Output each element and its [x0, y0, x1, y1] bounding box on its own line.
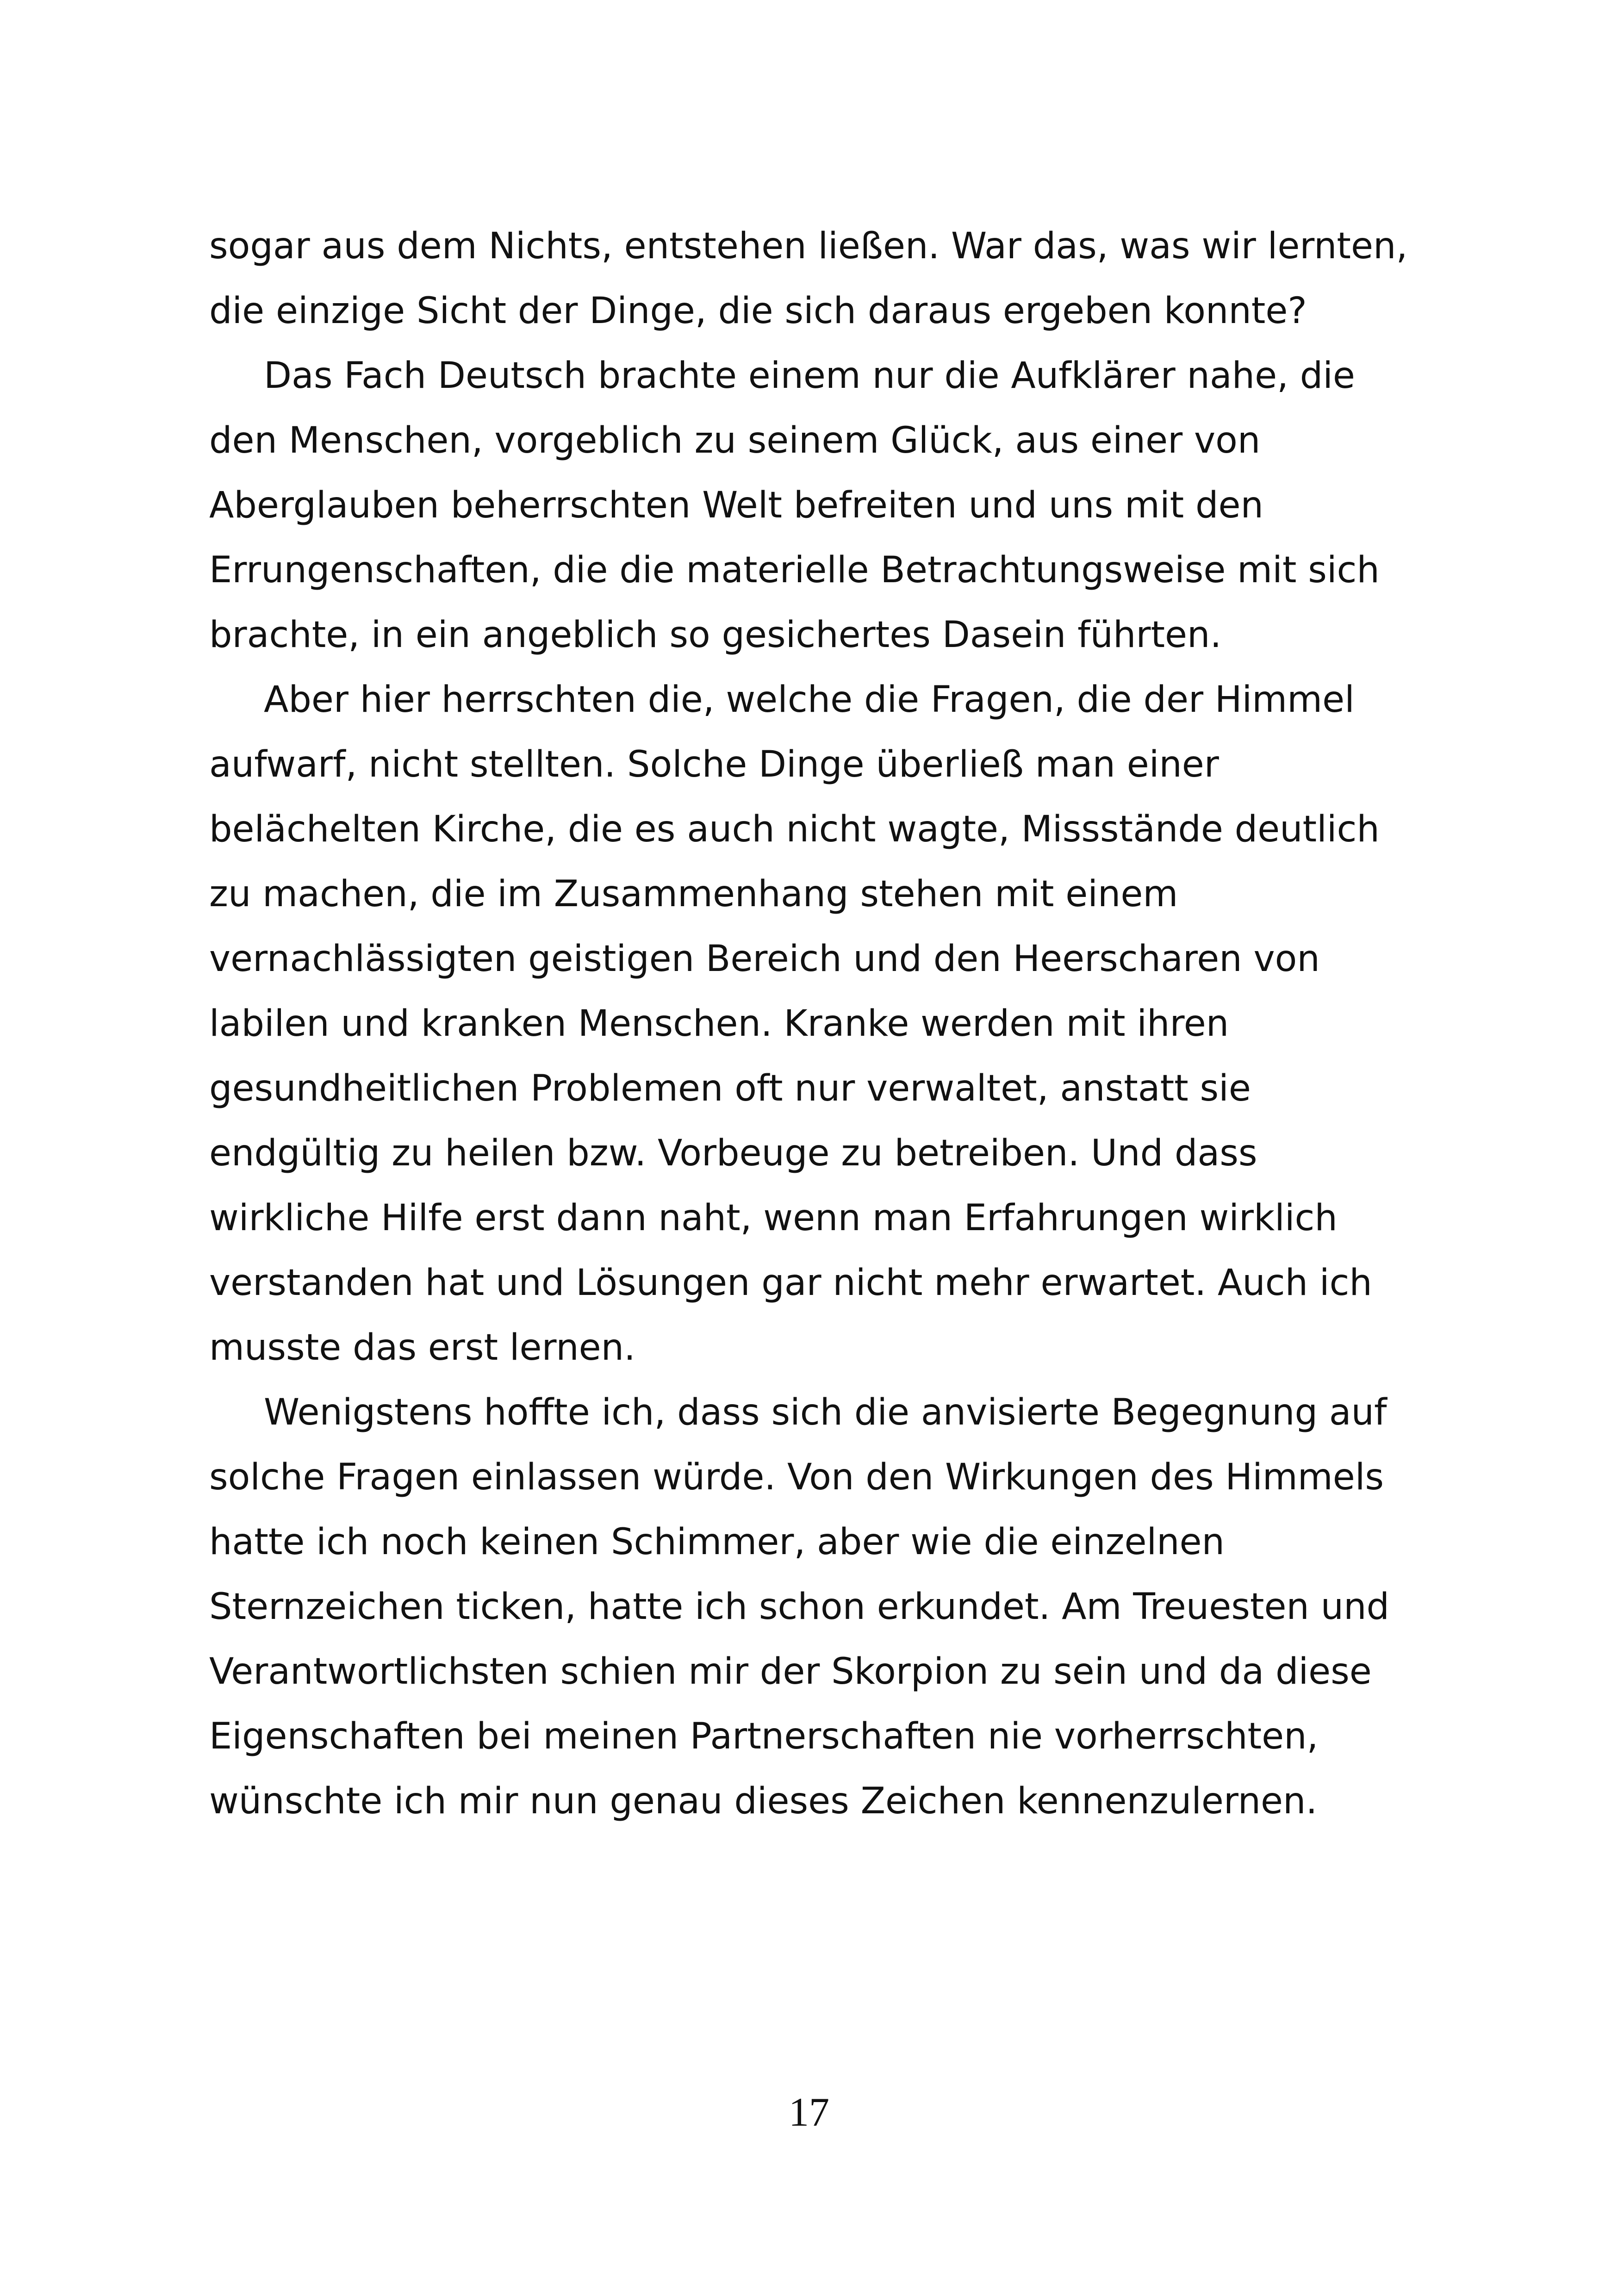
- paragraph-1: sogar aus dem Nichts, entstehen ließen. War das, was wir lernten, die einzige Sicht der Dinge, die sich daraus ergeben konnte?: [209, 225, 1408, 332]
- body-text: [209, 214, 1422, 1834]
- paragraph-4: Wenigstens hoffte ich, dass sich die anvisierte Begegnung auf solche Fragen einlassen würde. Von den Wirkungen des Himmels hatte ich noch keinen Schimmer, aber wie die einzelnen Sternzeichen ticken, hatte ich schon erkundet. Am Treuesten und Verantwortlichsten schien mir der Skorpion zu sein und da diese Eigenschaften bei meinen Partnerschaften nie vorherrschten, wünschte ich mir nun genau dieses Zeichen kennenzulernen.: [209, 1392, 1390, 1822]
- paragraph-2: Das Fach Deutsch brachte einem nur die Aufklärer nahe, die den Menschen, vorgeblich zu seinem Glück, aus einer von Aberglauben beherrschten Welt befreiten und uns mit den Errungenschaften, die die materielle Betrachtungsweise mit sich brachte, in ein angeblich so gesichertes Dasein führten.: [209, 355, 1380, 656]
- page-number: 17: [789, 2090, 829, 2135]
- paragraph-3: Aber hier herrschten die, welche die Fragen, die der Himmel aufwarf, nicht stellten. Solche Dinge überließ man einer belächelten Kirche, die es auch nicht wagte, Missstände deutlich zu machen, die im Zusammenhang stehen mit einem vernachlässigten geistigen Bereich und den Heerscharen von labilen und kranken Menschen. Kranke werden mit ihren gesundheitlichen Problemen oft nur verwaltet, anstatt sie endgültig zu heilen bzw. Vorbeuge zu betreiben. Und dass wirkliche Hilfe erst dann naht, wenn man Erfahrungen wirklich verstanden hat und Lösungen gar nicht mehr erwartet. Auch ich musste das erst lernen.: [209, 679, 1380, 1369]
